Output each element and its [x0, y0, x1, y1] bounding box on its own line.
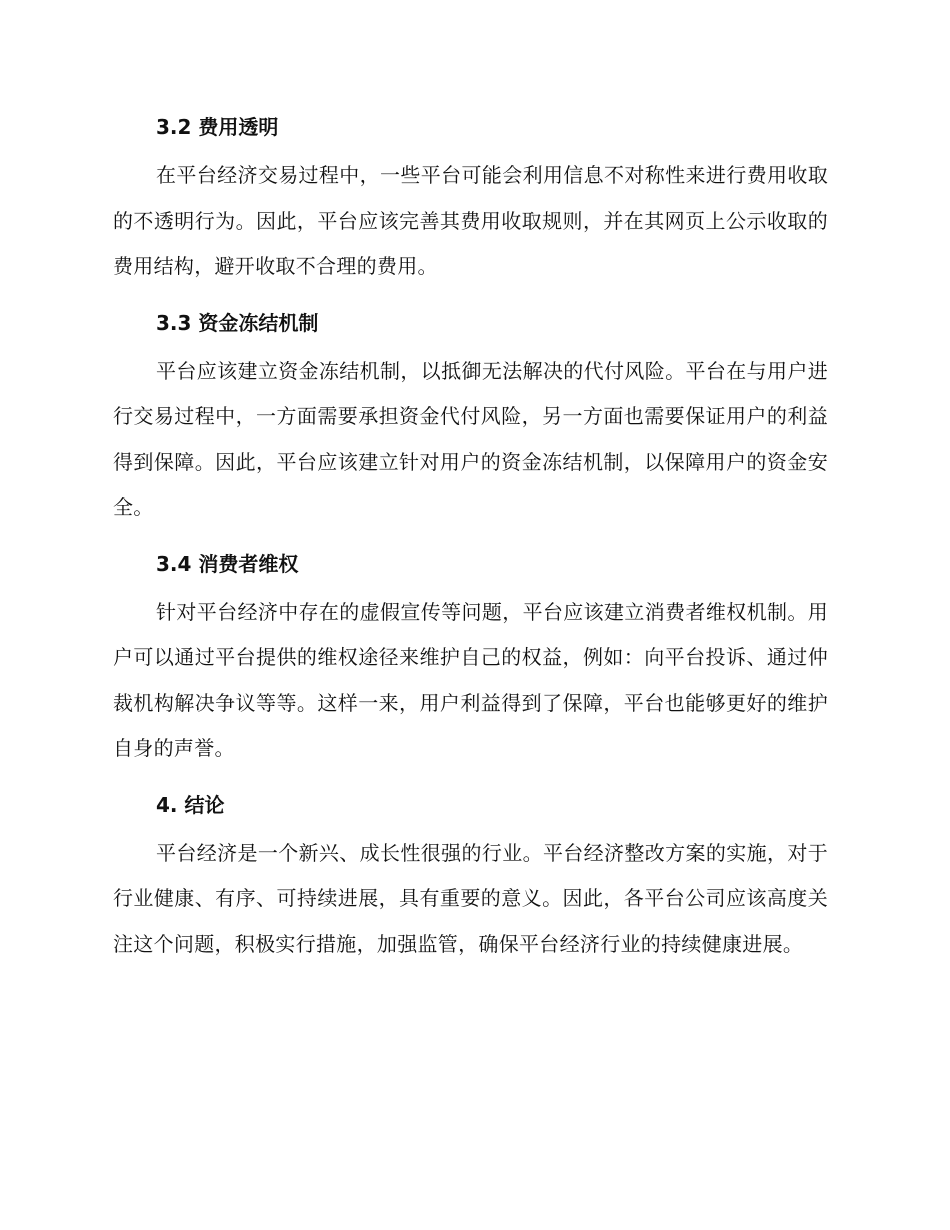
section-paragraph: 平台经济是一个新兴、成长性很强的行业。平台经济整改方案的实施，对于行业健康、有序、可持续进展，具有重要的意义。因此，各平台公司应该高度关注这个问题，积极实行措施，加强监管，确保平台经济行业的持续健康进展。	[113, 840, 828, 956]
section-fee-transparency	[113, 111, 828, 290]
section-heading: 3.4 消费者维权	[156, 551, 299, 576]
section-conclusion	[113, 789, 828, 968]
section-paragraph: 在平台经济交易过程中，一些平台可能会利用信息不对称性来进行费用收取的不透明行为。因此，平台应该完善其费用收取规则，并在其网页上公示收取的费用结构，避开收取不合理的费用。	[113, 163, 828, 278]
section-heading: 4. 结论	[156, 792, 225, 817]
section-consumer-rights	[113, 548, 828, 772]
section-paragraph: 平台应该建立资金冻结机制，以抵御无法解决的代付风险。平台在与用户进行交易过程中，一方面需要承担资金代付风险，另一方面也需要保证用户的利益得到保障。因此，平台应该建立针对用户的资金冻结机制，以保障用户的资金安全。	[113, 358, 828, 519]
section-paragraph: 针对平台经济中存在的虚假宣传等问题，平台应该建立消费者维权机制。用户可以通过平台提供的维权途径来维护自己的权益，例如：向平台投诉、通过仲裁机构解决争议等等。这样一来，用户利益得到了保障，平台也能够更好的维护自身的声誉。	[113, 599, 828, 760]
section-fund-freeze	[113, 307, 828, 531]
section-heading: 3.3 资金冻结机制	[156, 310, 319, 335]
section-heading: 3.2 费用透明	[156, 115, 279, 139]
